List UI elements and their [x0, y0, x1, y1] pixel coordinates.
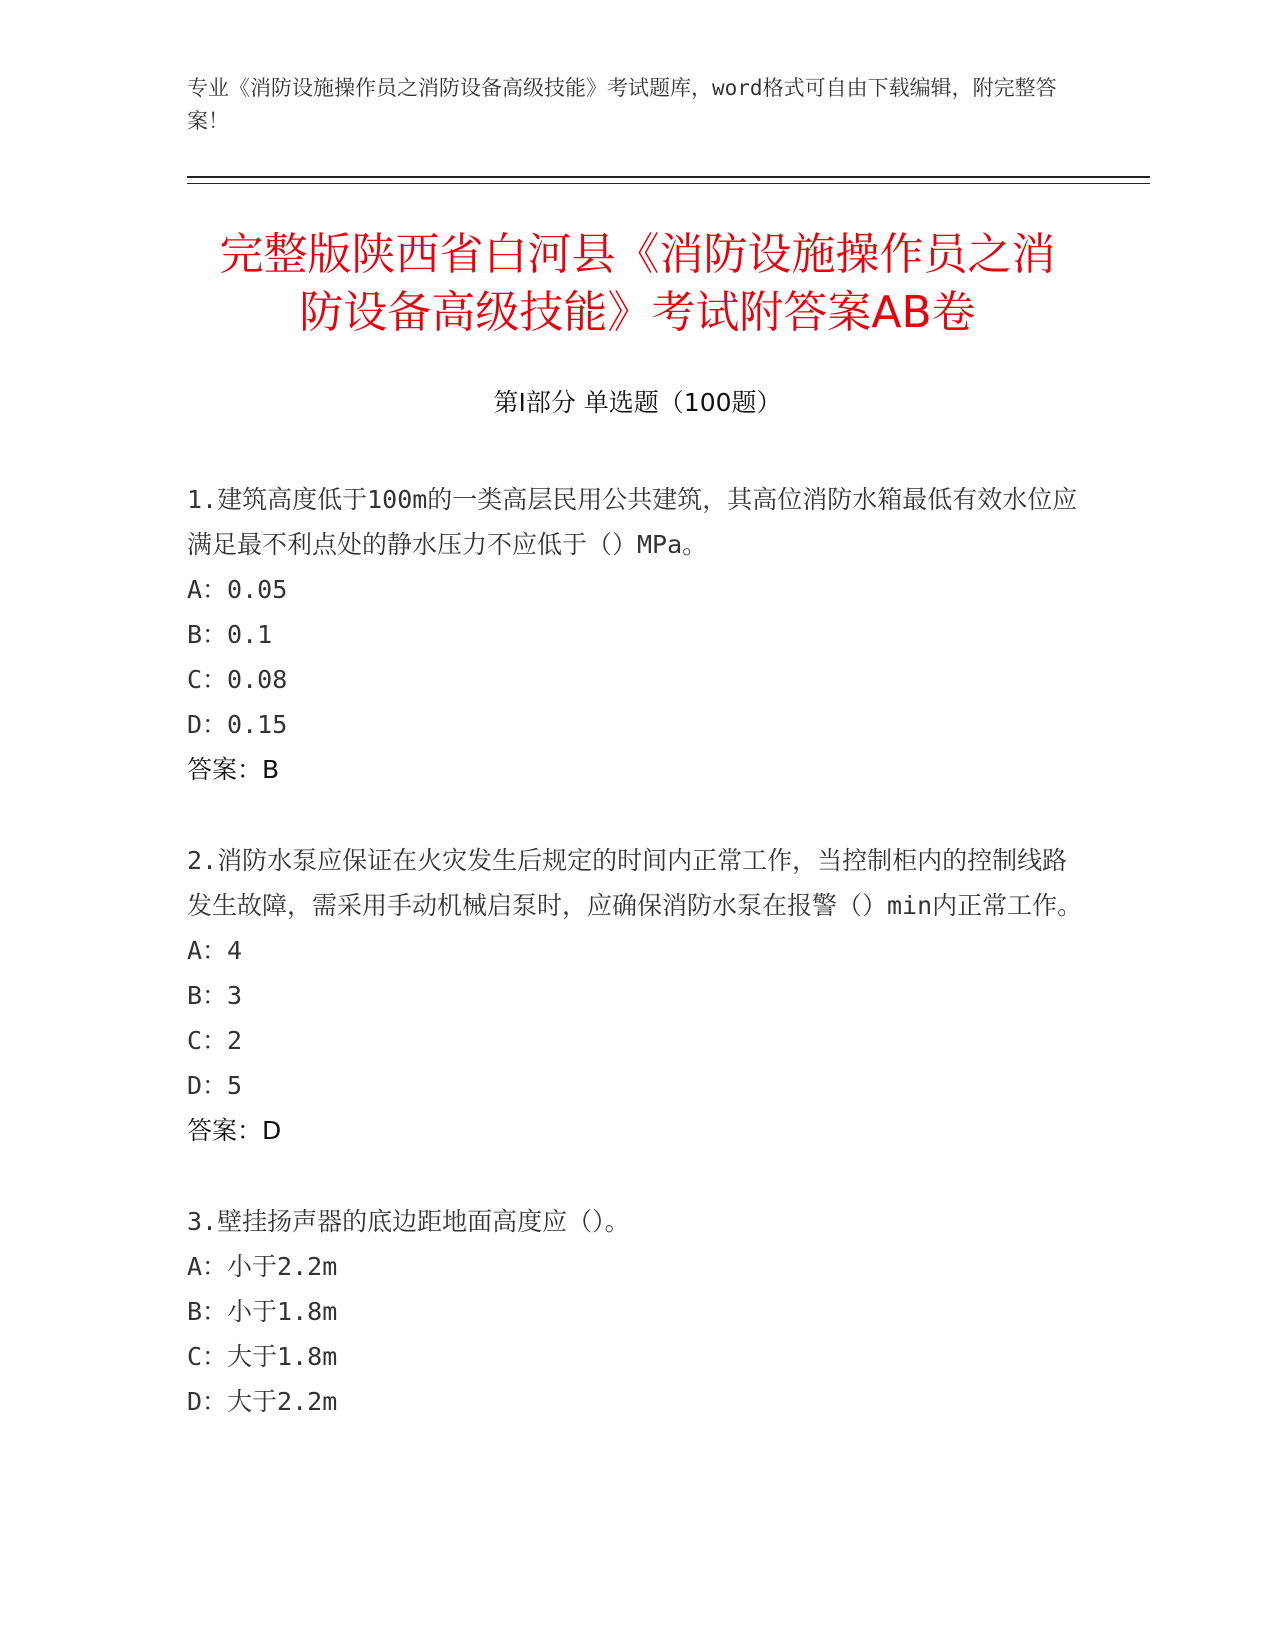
option-b: B：小于1.8m — [187, 1297, 338, 1326]
answer: 答案：B — [187, 755, 280, 784]
question-stem: 3.壁挂扬声器的底边距地面高度应（）。 — [187, 1207, 630, 1236]
header-divider-thin — [187, 183, 1150, 184]
header-note: 专业《消防设施操作员之消防设备高级技能》考试题库，word格式可自由下载编辑，附完整答案！ — [187, 76, 1057, 133]
option-a: A：小于2.2m — [187, 1252, 338, 1281]
option-d: D：0.15 — [187, 710, 288, 739]
question-stem: 1.建筑高度低于100m的一类高层民用公共建筑，其高位消防水箱最低有效水位应满足最不利点处的静水压力不应低于（）MPa。 — [187, 485, 1078, 559]
option-c: C：大于1.8m — [187, 1342, 338, 1371]
option-a: A：4 — [187, 936, 243, 965]
question-1 — [187, 477, 1087, 792]
section-title: 第I部分 单选题（100题） — [493, 388, 782, 417]
option-c: C：2 — [187, 1026, 243, 1055]
title-line-2: 防设备高级技能》考试附答案AB卷 — [299, 287, 976, 338]
question-list — [187, 477, 1087, 1470]
option-c: C：0.08 — [187, 665, 288, 694]
title-line-1: 完整版陕西省白河县《消防设施操作员之消 — [219, 229, 1056, 280]
option-d: D：大于2.2m — [187, 1387, 338, 1416]
answer: 答案：D — [187, 1116, 282, 1145]
question-3 — [187, 1199, 1087, 1424]
option-b: B：0.1 — [187, 620, 273, 649]
option-d: D：5 — [187, 1071, 243, 1100]
header-divider-thick — [187, 176, 1150, 178]
question-stem: 2.消防水泵应保证在火灾发生后规定的时间内正常工作，当控制柜内的控制线路发生故障，需采用手动机械启泵时，应确保消防水泵在报警（）min内正常工作。 — [187, 846, 1083, 920]
question-2 — [187, 838, 1087, 1153]
document-title — [150, 226, 1125, 342]
option-b: B：3 — [187, 981, 243, 1010]
option-a: A：0.05 — [187, 575, 288, 604]
